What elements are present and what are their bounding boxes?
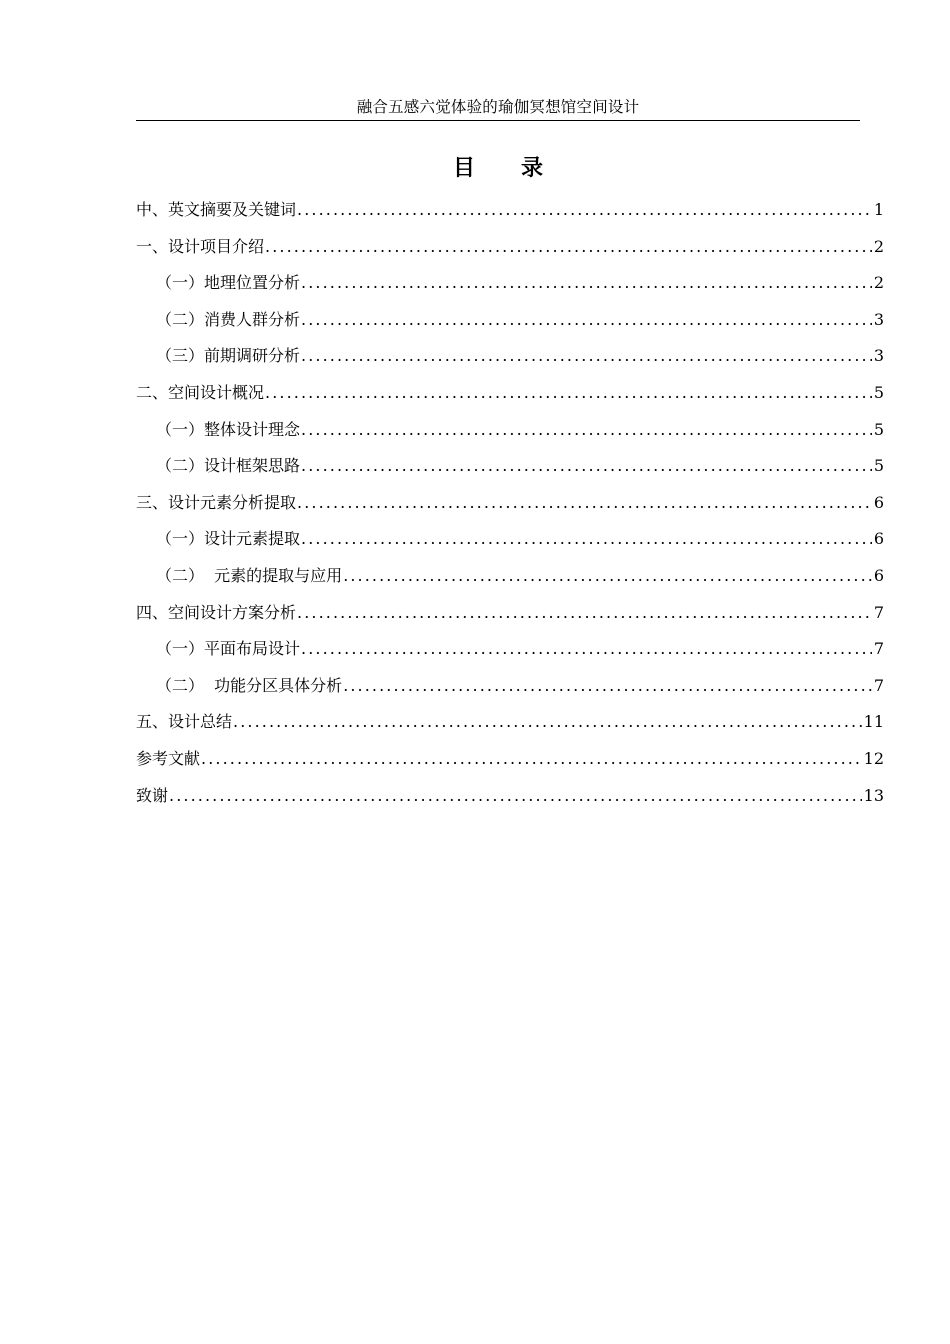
toc-entry-text: （二）设计框架思路 [156, 456, 301, 476]
toc-entry[interactable] [136, 708, 884, 745]
toc-dot-leader [297, 599, 872, 627]
toc-dot-leader [301, 269, 872, 297]
toc-entry[interactable] [136, 782, 884, 819]
toc-entry-page: 11 [863, 712, 884, 732]
toc-entry-text: 参考文献 [136, 748, 201, 768]
toc-entry-text: 四、空间设计方案分析 [136, 602, 297, 622]
toc-entry-page: 3 [873, 309, 884, 329]
toc-entry-text: 中、英文摘要及关键词 [136, 200, 297, 219]
toc-entry-page: 5 [873, 382, 884, 402]
toc-dot-leader [301, 452, 872, 480]
toc-entry[interactable] [136, 196, 884, 233]
toc-entry[interactable] [136, 489, 884, 526]
toc-dot-leader [201, 745, 862, 773]
toc-dot-leader [301, 416, 872, 444]
toc-dot-leader [297, 196, 872, 224]
toc-subentry[interactable] [136, 672, 884, 709]
toc-entry-page: 2 [873, 236, 884, 256]
toc-entry[interactable] [136, 599, 884, 636]
toc-dot-leader [169, 782, 862, 810]
toc-dot-leader [301, 525, 872, 553]
toc-entry-text: （一）平面布局设计 [156, 639, 301, 659]
toc-entry-page: 7 [873, 602, 884, 622]
toc-subentry[interactable] [136, 269, 884, 306]
toc-subentry[interactable] [136, 306, 884, 343]
toc-subentry[interactable] [136, 416, 884, 453]
toc-subentry[interactable] [136, 525, 884, 562]
toc-entry-page: 3 [873, 346, 884, 366]
toc-dot-leader [265, 233, 872, 261]
toc-dot-leader [233, 708, 862, 736]
toc-subentry[interactable] [136, 562, 884, 599]
toc-entry-text: （一）设计元素提取 [156, 529, 301, 549]
toc-entry-text: 二、空间设计概况 [136, 382, 265, 402]
toc-entry-text: （一）地理位置分析 [156, 273, 301, 293]
toc-entry-page: 1 [873, 200, 884, 219]
toc-entry-page: 2 [873, 273, 884, 293]
toc-entry-text: 三、设计元素分析提取 [136, 492, 297, 512]
toc-subentry[interactable] [136, 342, 884, 379]
toc-entry-text: （二） 功能分区具体分析 [156, 675, 343, 695]
toc-entry-text: （二） 元素的提取与应用 [156, 565, 343, 585]
toc-entry-page: 13 [863, 785, 884, 805]
toc-entry[interactable] [136, 233, 884, 270]
toc-entry-page: 6 [873, 492, 884, 512]
toc-dot-leader [301, 342, 872, 370]
toc-entry-page: 7 [873, 639, 884, 659]
toc-entry-text: 一、设计项目介绍 [136, 236, 265, 256]
toc-title-char-1: 目 [452, 156, 475, 181]
toc-dot-leader [301, 635, 872, 663]
toc-entry-page: 5 [873, 419, 884, 439]
toc-title-char-2: 录 [521, 156, 544, 181]
toc-entry-text: （二）消费人群分析 [156, 309, 301, 329]
toc-dot-leader [297, 489, 872, 517]
toc-entry[interactable] [136, 379, 884, 416]
toc-entry-text: （一）整体设计理念 [156, 419, 301, 439]
toc-entry-page: 7 [873, 675, 884, 695]
toc-dot-leader [301, 306, 872, 334]
toc-entry-text: （三）前期调研分析 [156, 346, 301, 366]
toc-entry-text: 致谢 [136, 785, 169, 805]
toc-dot-leader [265, 379, 872, 407]
toc-entry-page: 6 [873, 565, 884, 585]
toc-dot-leader [343, 562, 872, 590]
toc-list [136, 196, 884, 818]
toc-entry-page: 12 [863, 748, 884, 768]
toc-dot-leader [343, 672, 872, 700]
running-header [136, 96, 860, 121]
toc-entry[interactable] [136, 745, 884, 782]
running-header-title: 融合五感六觉体验的瑜伽冥想馆空间设计 [356, 98, 640, 116]
toc-subentry[interactable] [136, 635, 884, 672]
toc-entry-text: 五、设计总结 [136, 712, 233, 732]
toc-entry-page: 6 [873, 529, 884, 549]
toc-title [136, 153, 860, 185]
toc-entry-page: 5 [873, 456, 884, 476]
toc-subentry[interactable] [136, 452, 884, 489]
